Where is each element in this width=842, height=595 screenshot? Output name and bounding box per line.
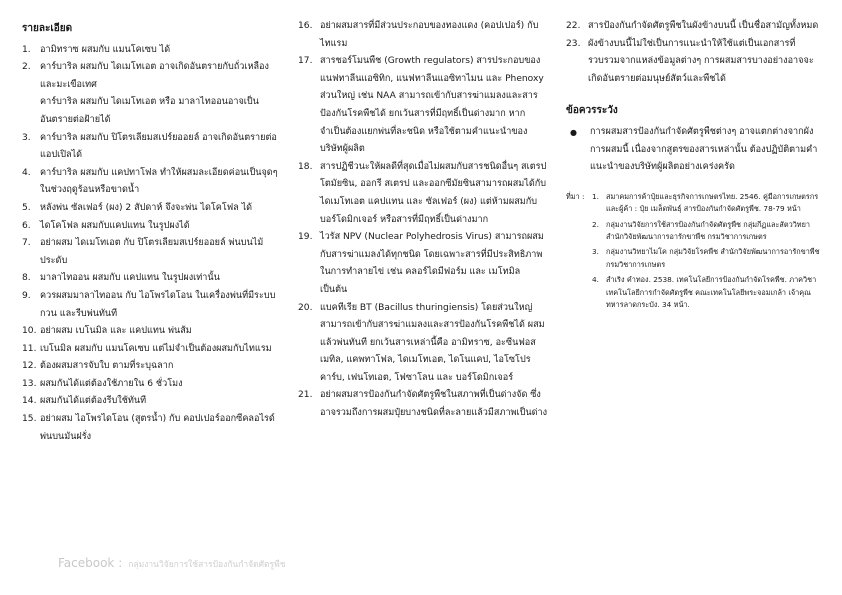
warning-paragraph bbox=[566, 124, 824, 177]
item-number: 15. bbox=[22, 414, 37, 425]
reference-item bbox=[592, 274, 824, 311]
list-item bbox=[22, 200, 284, 218]
item-number: 23. bbox=[566, 38, 581, 49]
item-text: สารป้องกันกำจัดศัตรูพืชในผังข้างบนนี้ เป็นชื่อสามัญทั้งหมด bbox=[588, 21, 819, 31]
item-text bbox=[40, 288, 284, 323]
list-item bbox=[22, 218, 284, 236]
warning-heading: ข้อควรระวัง bbox=[566, 105, 618, 117]
item-paragraph: คาร์บาริล ผสมกับ ไดเมโทเอต หรือ มาลาไทออนอาจเป็นอันตรายต่อฝ้ายได้ bbox=[40, 97, 259, 125]
details-column bbox=[22, 18, 284, 446]
item-number: 5. bbox=[22, 202, 31, 213]
item-text: แบคทีเรีย BT (Bacillus thuringiensis) โดยส่วนใหญ่สามารถเข้ากับสารฆ่าแมลงและสารป้องกันโรคพืชได้ ผสมแล้วพ่นทันที ยกเว้นสารเหล่านี้คือ อามิทราซ, อะซีนฟอสเมทิล, แคพทาโฟล, ไดเมโทเอต, ไดโนแคป, ไอโซโปรคาร์บ, เฟนโทเอต, โฟซาโลน และ บอร์โดมิกเจอร์ bbox=[320, 302, 545, 383]
bullet-icon: ● bbox=[570, 127, 577, 137]
list-item bbox=[566, 18, 824, 36]
list-item bbox=[22, 393, 284, 411]
details-list-continued bbox=[298, 18, 548, 423]
item-paragraph: อย่าผสม ไดเมโทเอต กับ ปิโตรเลียมสเปร์ยออยล์ พ่นบนไม้ประดับ bbox=[40, 238, 264, 266]
item-text bbox=[40, 130, 284, 165]
list-item bbox=[22, 358, 284, 376]
footer bbox=[58, 556, 286, 571]
list-item bbox=[22, 323, 284, 341]
item-number: 17. bbox=[298, 56, 313, 67]
item-text bbox=[40, 393, 284, 411]
item-number: 20. bbox=[298, 302, 313, 313]
notes-list bbox=[566, 18, 824, 88]
item-number: 13. bbox=[22, 378, 37, 389]
references-label: ที่มา : bbox=[566, 191, 585, 201]
item-text bbox=[40, 376, 284, 394]
item-text bbox=[40, 218, 284, 236]
item-text bbox=[40, 270, 284, 288]
warning-text: การผสมสารป้องกันกำจัดศัตรูพืชต่างๆ อาจแตกต่างจากผังการผสมนี้ เนื่องจากสูตรของสารเหล่านั้น ต้องปฏิบัติตามคำแนะนำของบริษัทผู้ผลิตอย่างเคร่งครัด bbox=[590, 126, 818, 173]
item-number: 14. bbox=[22, 396, 37, 407]
item-text bbox=[40, 200, 284, 218]
reference-item bbox=[592, 219, 824, 244]
item-text bbox=[40, 323, 284, 341]
item-number: 4. bbox=[22, 167, 31, 178]
item-paragraph: ผสมกันได้แต่ต้องใช้ภายใน 6 ชั่วโมง bbox=[40, 378, 183, 389]
item-number: 12. bbox=[22, 361, 37, 372]
list-item bbox=[22, 235, 284, 270]
item-number: 1. bbox=[22, 44, 31, 55]
item-number: 18. bbox=[298, 161, 313, 172]
reference-number: 3. bbox=[592, 247, 599, 257]
item-paragraph: หลังพ่น ซัลเฟอร์ (ผง) 2 สัปดาห์ จึงจะพ่น ไดโคโฟล ได้ bbox=[40, 202, 253, 213]
item-paragraph: คาร์บาริล ผสมกับ ปิโตรเลียมสเปร์ยออยล์ อาจเกิดอันตรายต่อ แอปเปิลได้ bbox=[40, 132, 277, 161]
item-number: 8. bbox=[22, 273, 31, 284]
list-item bbox=[22, 42, 284, 60]
item-paragraph: ต้องผสมสารจับใบ ตามที่ระบุฉลาก bbox=[40, 361, 174, 372]
list-item bbox=[22, 376, 284, 394]
item-paragraph: ผสมกันได้แต่ต้องรีบใช้ทันที bbox=[40, 396, 147, 407]
item-number: 16. bbox=[298, 21, 313, 31]
item-text: สารชอร์โมนพืช (Growth regulators) สารประกอบของแนฟทาลีนแอซิทิก, แนฟทาลีนแอซิทาไมน และ Phenoxy ส่วนใหญ่ เช่น NAA สามารถเข้ากับสารฆ่าแมลงและสารป้องกันโรคพืชได้ ยกเว้นสารที่มีฤทธิ์เป็นด่างมาก หากจำเป็นต้องแยกพ่นที่ละชนิด หรือใช้ตามคำแนะนำของบริษัทผู้ผลิต bbox=[320, 56, 544, 155]
reference-text: กลุ่มงานวิจัยการใช้สารป้องกันกำจัดศัตรูพืช กลุ่มกีฏและสัตววิทยา สำนักวิจัยพัฒนาการอารักขาพืช กรมวิชาการเกษตร bbox=[606, 219, 810, 241]
item-paragraph: ควรผสมมาลาไทออน กับ ไอโพรไดโอน ในเครื่องพ่นที่มีระบบกวน และรีบพ่นทันที bbox=[40, 290, 276, 319]
list-item bbox=[22, 165, 284, 200]
item-text bbox=[40, 235, 284, 270]
item-number: 3. bbox=[22, 132, 31, 143]
item-paragraph: มาลาไทออน ผสมกับ แคปแทน ในรูปผงเท่านั้น bbox=[40, 273, 220, 284]
item-paragraph: อย่าผสม ไอโพรไดโอน (สูตรน้ำ) กับ คอปเปอร์ออกซีคลอไรด์ พ่นบนมันฝรั่ง bbox=[40, 414, 275, 442]
item-text: อย่าผสมสารที่มีส่วนประกอบของทองแดง (คอปเปอร์) กับ ไทแรม bbox=[320, 21, 539, 49]
item-number: 2. bbox=[22, 62, 31, 73]
reference-item bbox=[592, 246, 824, 271]
list-item bbox=[298, 18, 548, 53]
list-item bbox=[22, 270, 284, 288]
item-text bbox=[40, 358, 284, 376]
reference-text: สำเริง คำทอง. 2538. เทคโนโลยีการป้องกันกำจัดโรคพืช. ภาควิชาเทคโนโลยีการกำจัดศัตรูพืช คณะเทคโนโลยีพระจอมเกล้า เจ้าคุณทหารลาดกระบัง. 34 หน้า. bbox=[606, 275, 817, 309]
item-paragraph: คาร์บาริล ผสมกับ ไดเมโทเอต อาจเกิดอันตรายกับถั่วเหลือง และมะเขือเทศ bbox=[40, 62, 269, 90]
item-number: 22. bbox=[566, 21, 581, 31]
item-paragraph: ไดโคโฟล ผสมกับแคปแทน ในรูปผงได้ bbox=[40, 220, 190, 231]
item-text bbox=[40, 42, 284, 60]
item-paragraph: อามิทราซ ผสมกับ แมนโคเซบ ได้ bbox=[40, 44, 171, 55]
list-item bbox=[298, 159, 548, 229]
item-text bbox=[40, 411, 284, 446]
details-heading: รายละเอียด bbox=[22, 23, 73, 34]
reference-item bbox=[592, 191, 824, 216]
details-column-continued bbox=[298, 18, 548, 423]
item-number: 10. bbox=[22, 326, 37, 337]
item-number: 9. bbox=[22, 290, 31, 301]
list-item bbox=[298, 229, 548, 299]
item-text bbox=[40, 59, 284, 129]
reference-number: 1. bbox=[592, 191, 599, 201]
item-paragraph: อย่าผสม เบโนมิล และ แคปแทน พ่นส้ม bbox=[40, 326, 192, 337]
item-text: ไวรัส NPV (Nuclear Polyhedrosis Virus) สามารถผสมกับสารฆ่าแมลงได้ทุกชนิด โดยเฉพาะสารที่มีประสิทธิภาพในการทำลายไข่ เช่น คลอร์ไดมีฟอร์ม และ เมโทมิล เป็นต้น bbox=[320, 232, 544, 295]
item-paragraph: เบโนมิล ผสมกับ แมนโคเซบ แต่ไม่จำเป็นต้องผสมกับไทแรม bbox=[40, 343, 272, 354]
item-text bbox=[40, 165, 284, 200]
item-number: 7. bbox=[22, 238, 31, 249]
item-number: 19. bbox=[298, 232, 313, 243]
list-item bbox=[298, 387, 548, 422]
item-number: 6. bbox=[22, 220, 31, 231]
list-item bbox=[298, 300, 548, 388]
notes-column bbox=[566, 18, 824, 314]
reference-text: กลุ่มงานวิทยาไมโค กลุ่มวิจัยโรคพืช สำนักวิจัยพัฒนาการอารักขาพืช กรมวิชาการเกษตร bbox=[606, 247, 820, 269]
list-item bbox=[22, 288, 284, 323]
item-text: สารปฏิชีวนะให้ผลดีที่สุดเมื่อไม่ผสมกับสารชนิดอื่นๆ สเตรปโตมัยซิน, ออกรี สเตรป และออกซีมัยซินสามารถผสมได้กับ ไดเมโทเอต แคปแทน และ ซัลเฟอร์ (ผง) แต่ห้ามผสมกับ บอร์โดมิกเจอร์ หรือสารที่มีฤทธิ์เป็นด่างมาก bbox=[320, 161, 547, 225]
item-text bbox=[40, 341, 284, 359]
list-item bbox=[22, 341, 284, 359]
list-item bbox=[22, 130, 284, 165]
item-number: 11. bbox=[22, 343, 37, 354]
item-text: ผังข้างบนนี้ไม่ใช่เป็นการแนะนำให้ใช้แต่เป็นเอกสารที่รวบรวมจากแหล่งข้อมูลต่างๆ การผสมสารบางอย่างอาจจะเกิดอันตรายต่อมนุษย์สัตว์และพืชได้ bbox=[588, 38, 814, 84]
list-item bbox=[298, 53, 548, 159]
references bbox=[566, 191, 824, 315]
item-paragraph: คาร์บาริล ผสมกับ แคปทาโฟล ทำให้ผสมละเอียดค่อนเป็นจุดๆ ในช่วงฤดูร้อนหรือขาดน้ำ bbox=[40, 167, 278, 196]
reference-number: 4. bbox=[592, 275, 599, 285]
item-text: อย่าผสมสารป้องกันกำจัดศัตรูพืชในสภาพที่เป็นด่างจัด ซึ่งอาจรวมถึงการผสมปุ๋ยบางชนิดที่ละลายแล้วมีสภาพเป็นด่าง bbox=[320, 390, 548, 419]
details-list bbox=[22, 42, 284, 447]
item-number: 21. bbox=[298, 390, 313, 401]
footer-facebook-label: Facebook : bbox=[58, 556, 123, 570]
list-item bbox=[566, 36, 824, 89]
reference-text: สมาคมการค้าปุ๋ยและธุรกิจการเกษตรไทย. 2546. คู่มือการเกษตรกรและผู้ค้า : ปุ๋ย เมล็ดพันธุ์ สารป้องกันกำจัดศัตรูพืช. 78-79 หน้า bbox=[606, 191, 819, 214]
list-item bbox=[22, 411, 284, 446]
references-list bbox=[592, 191, 824, 315]
list-item bbox=[22, 59, 284, 129]
footer-page-name: กลุ่มงานวิจัยการใช้สารป้องกันกำจัดศัตรูพืช bbox=[128, 560, 286, 570]
reference-number: 2. bbox=[592, 219, 599, 229]
